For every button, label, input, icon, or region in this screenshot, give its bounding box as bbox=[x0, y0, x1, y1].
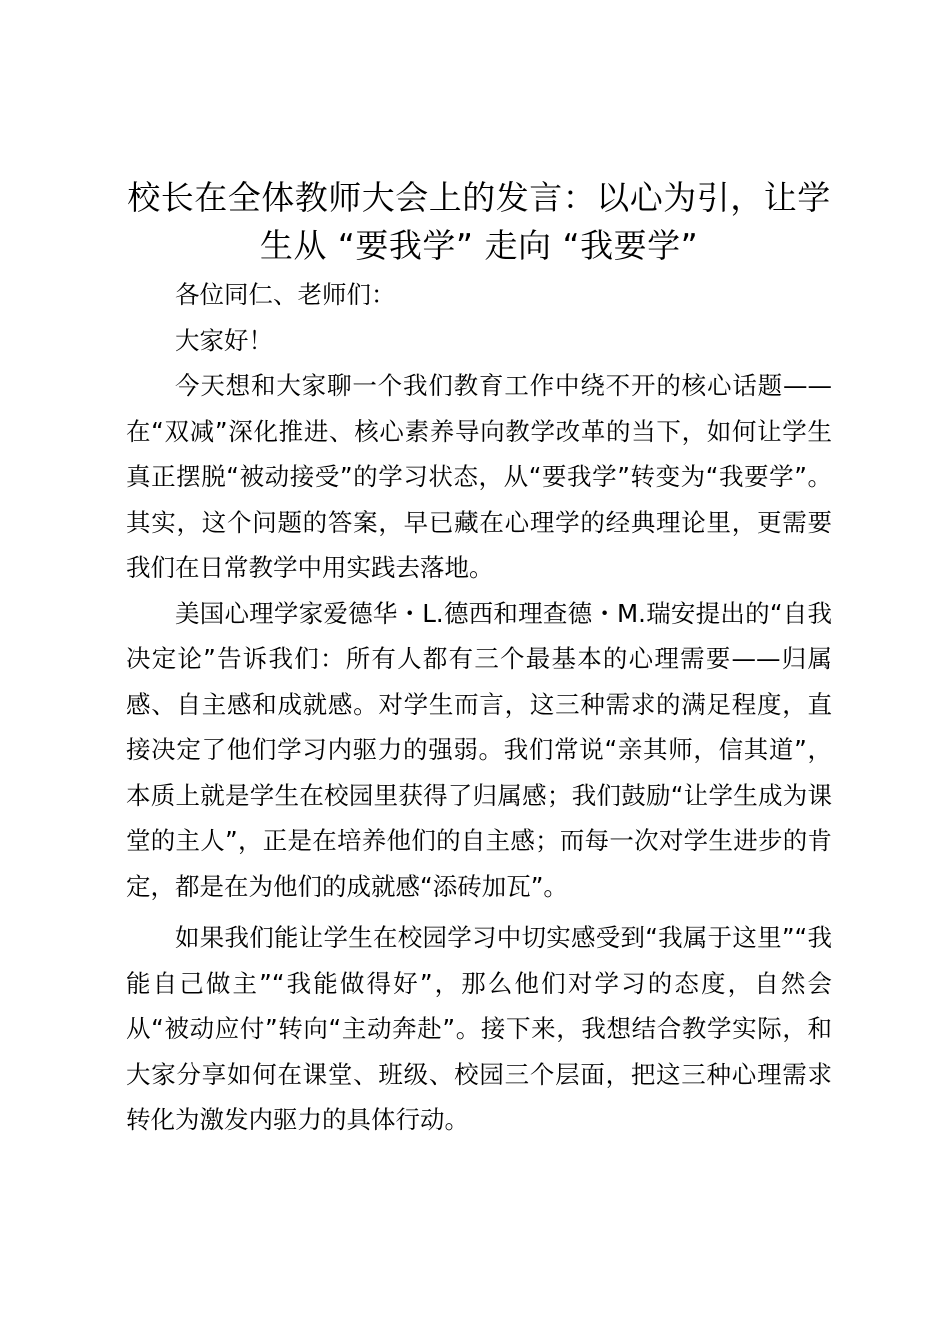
salutation: 各位同仁、老师们： bbox=[175, 280, 396, 309]
body-paragraph-3: 如果我们能让学生在校园学习中切实感受到“我属于这里”“我能自己做主”“我能做得好”，那么他们对学习的态度，自然会从“被动应付”转向“主动奔赴”。接下来，我想结合教学实际，和大家分享如何在课堂、班级、校园三个层面，把这三种心理需求转化为激发内驱力的具体行动。 bbox=[126, 923, 832, 1134]
body-paragraph-1: 今天想和大家聊一个我们教育工作中绕不开的核心话题——在“双减”深化推进、核心素养导向教学改革的当下，如何让学生真正摆脱“被动接受”的学习状态，从“要我学”转变为“我要学”。其实，这个问题的答案，早已藏在心理学的经典理论里，更需要我们在日常教学中用实践去落地。 bbox=[126, 371, 832, 582]
greeting: 大家好！ bbox=[175, 325, 273, 355]
body-paragraph-2: 美国心理学家爱德华・L.德西和理查德・M.瑞安提出的“自我决定论”告诉我们：所有人都有三个最基本的心理需要——归属感、自主感和成就感。对学生而言，这三种需求的满足程度，直接决定了他们学习内驱力的强弱。我们常说“亲其师，信其道”，本质上就是学生在校园里获得了归属感；我们鼓励“让学生成为课堂的主人”，正是在培养他们的自主感；而每一次对学生进步的肯定，都是在为他们的成就感“添砖加瓦”。 bbox=[126, 598, 832, 901]
document-page bbox=[126, 174, 832, 1143]
document-title: 校长在全体教师大会上的发言：以心为引，让学生从 “要我学” 走向 “我要学” bbox=[127, 178, 831, 265]
